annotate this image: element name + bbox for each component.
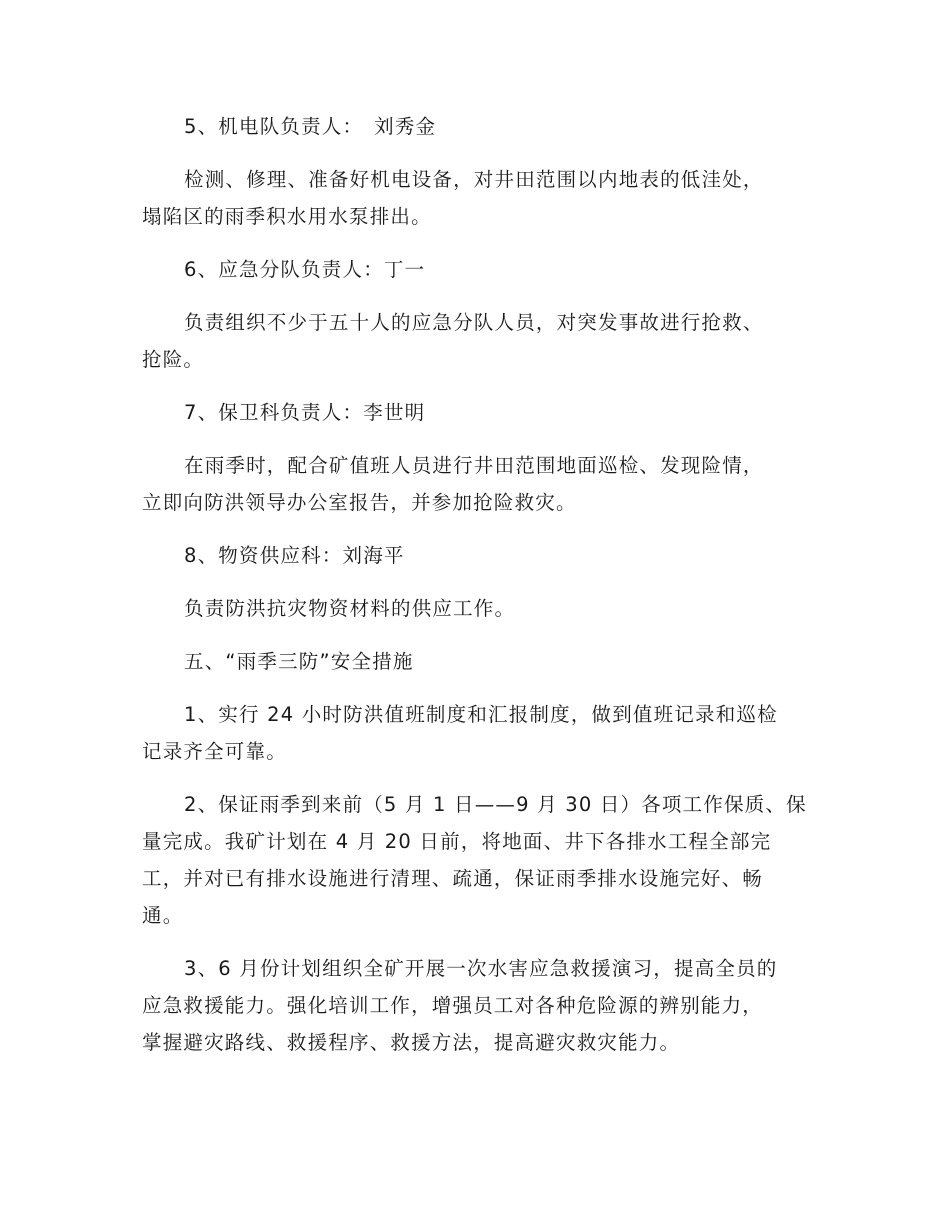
paragraph-electromech-head [142,108,812,145]
text-line: 量完成。我矿计划在 4 月 20 日前，将地面、井下各排水工程全部完 [142,830,772,853]
paragraph-electromech-duty [142,161,812,235]
text-line: 8、物资供应科：刘海平 [184,544,405,567]
paragraph-measure-1 [142,696,812,770]
text-line: 立即向防洪领导办公室报告，并参加抢险救灾。 [142,491,577,514]
text-line: 五、“雨季三防”安全措施 [184,650,414,673]
text-line: 6、应急分队负责人：丁一 [184,258,426,281]
text-line: 检测、修理、准备好机电设备，对井田范围以内地表的低洼处， [184,168,764,191]
paragraph-supply-duty [142,590,812,627]
paragraph-emergency-duty [142,304,812,378]
text-line: 抢险。 [142,348,205,371]
paragraph-security-head [142,394,812,431]
text-line: 掌握避灾路线、救援程序、救援方法，提高避灾救灾能力。 [142,1031,681,1054]
text-line: 工，并对已有排水设施进行清理、疏通，保证雨季排水设施完好、畅 [142,867,764,890]
text-line: 记录齐全可靠。 [142,740,287,763]
text-line: 在雨季时，配合矿值班人员进行井田范围地面巡检、发现险情， [184,454,764,477]
text-line: 塌陷区的雨季积水用水泵排出。 [142,205,432,228]
text-line: 2、保证雨季到来前（5 月 1 日——9 月 30 日）各项工作保质、保 [184,793,807,816]
text-line: 负责组织不少于五十人的应急分队人员，对突发事故进行抢救、 [184,311,764,334]
text-line: 负责防洪抗灾物资材料的供应工作。 [184,597,516,620]
paragraph-measure-2 [142,786,812,934]
paragraph-security-duty [142,447,812,521]
section-heading [142,643,812,680]
text-line: 应急救援能力。强化培训工作，增强员工对各种危险源的辨别能力， [142,994,764,1017]
text-line: 7、保卫科负责人：李世明 [184,401,426,424]
document-body [142,108,812,1061]
text-line: 1、实行 24 小时防洪值班制度和汇报制度，做到值班记录和巡检 [184,703,778,726]
text-line: 3、6 月份计划组织全矿开展一次水害应急救援演习，提高全员的 [184,957,778,980]
paragraph-measure-3 [142,950,812,1061]
text-line: 通。 [142,904,184,927]
text-line: 5、机电队负责人： 刘秀金 [184,115,437,138]
paragraph-emergency-head [142,251,812,288]
paragraph-supply-head [142,537,812,574]
